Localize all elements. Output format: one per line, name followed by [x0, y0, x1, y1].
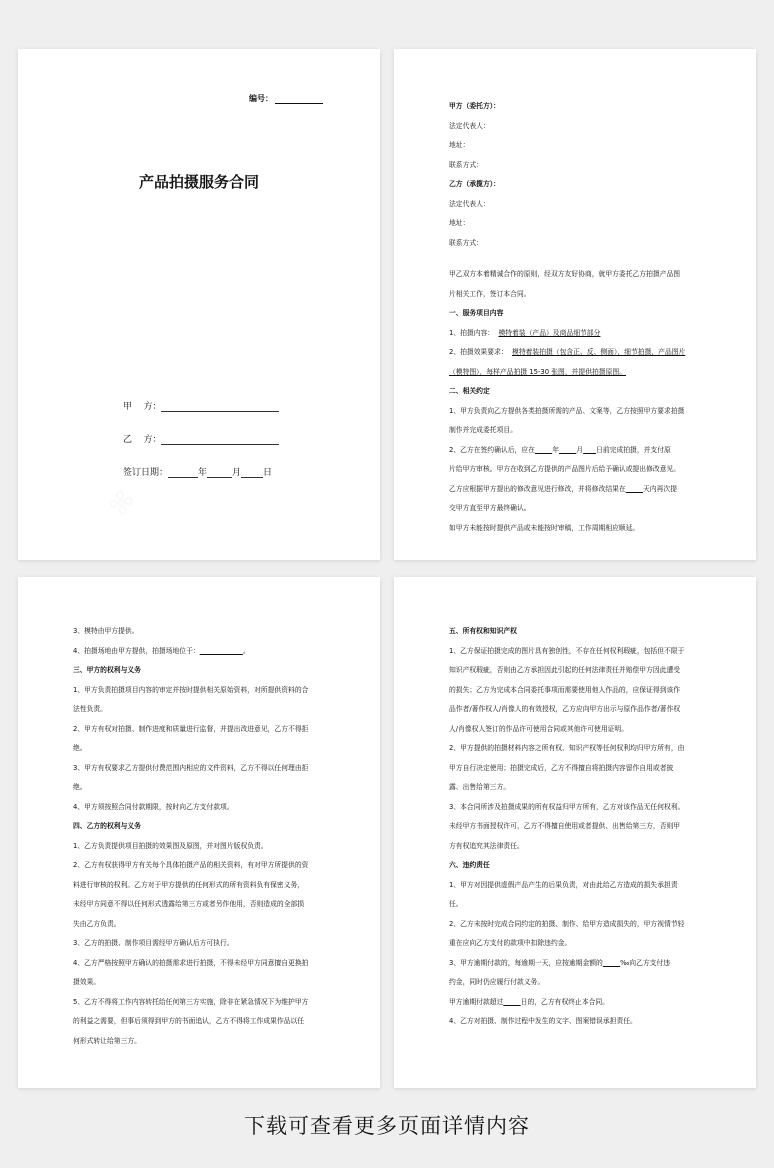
text-line: 方有权追究其法律责任。: [449, 841, 524, 850]
text-line: 1、甲方对因提供虚假产品产生的后果负责，对由此给乙方造成的损失承担责: [449, 880, 678, 889]
watermark: [102, 485, 139, 523]
text-line: 3、甲方有权要求乙方提供付费范围内相应的文件资料，乙方不得以任何理由拒: [73, 763, 309, 772]
text-line: 2、乙方未按时完成合同约定的拍摄、制作、给甲方造成损失的，甲方视情节轻: [449, 919, 685, 928]
section-heading: 四、乙方的权利与义务: [73, 822, 141, 830]
section-heading: 二、相关约定: [449, 387, 490, 395]
text-line: 重在应向乙方支付的款项中扣除违约金。: [449, 939, 572, 947]
party-b-line: [161, 434, 279, 445]
text-line: 失由乙方负责。: [73, 919, 121, 928]
text-line: 交甲方直至甲方最终确认。: [449, 504, 531, 512]
text-line: 片给甲方审核。甲方在收到乙方提供的产品图片后给予确认或提出修改意见。: [449, 465, 681, 473]
text-line: 4、乙方对拍摄、制作过程中发生的文字、图案错误承担责任。: [449, 1017, 637, 1025]
text-span: 2、乙方在签约确认后，应在: [449, 445, 535, 454]
text-line: 联系方式：: [449, 160, 483, 169]
text-span: 月: [576, 445, 584, 454]
shoot-content-value: 模特着装（产品）及商品细节部分: [498, 328, 601, 337]
text-line: 3、模特由甲方提供。: [73, 627, 139, 635]
text-line: 3、本合同所涉及拍摄成果的所有权益归甲方所有，乙方对该作品无任何权利。: [449, 802, 685, 811]
text-line: 4、甲方须按照合同付款期限，按时向乙方支付款项。: [73, 802, 234, 811]
text-span: 1、拍摄内容：: [449, 328, 495, 337]
year-label: 年: [198, 468, 208, 478]
text-line: 品作者/著作权人/肖像人的有效授权，乙方应向甲方出示与原作品作者/著作权: [449, 705, 681, 713]
contract-page-4: [394, 577, 756, 1088]
text-line: 绝。: [73, 744, 87, 752]
day-label: 日: [263, 468, 273, 478]
party-b-label: 乙 方：: [123, 435, 162, 445]
text-line: 联系方式：: [449, 238, 483, 247]
text-line: 的利益之需要，但事后须得到甲方的书面追认，乙方不得将工作成果作品以任: [73, 1017, 305, 1025]
text-line: 4、乙方严格按照甲方确认的拍摄需求进行拍摄，不得未经甲方同意擅自更换拍: [73, 958, 309, 967]
section-heading: 三、甲方的权利与义务: [73, 666, 141, 674]
text-line: 1、甲方负责拍摄项目内容的审定并按时提供相关原始资料，对所提供资料的合: [73, 685, 309, 694]
text-line: 知识产权瑕疵，否则由乙方承担因此引起的任何法律责任并赔偿甲方因此遭受: [449, 666, 681, 674]
text-span: 甲方逾期付款超过: [449, 997, 504, 1006]
text-span: 日的，乙方有权终止本合同。: [520, 997, 610, 1006]
text-line: 5、乙方不得将工作内容转托给任何第三方实施，除非在紧急情况下为维护甲方: [73, 997, 309, 1006]
text-span: 3、甲方逾期付款的，每逾期一天，应按逾期金额的: [449, 958, 603, 967]
text-line: [449, 324, 707, 344]
party-a-label: 甲 方：: [123, 402, 162, 412]
text-span: 2、拍摄效果要求：: [449, 348, 508, 356]
serial-label: 编号：: [249, 94, 273, 103]
text-line: 约金，同时仍应履行付款义务。: [449, 978, 545, 986]
text-span: 4、拍摄场地由甲方提供，拍摄场地位于：: [73, 646, 200, 655]
serial-number-field: [249, 93, 323, 104]
text-line: [449, 993, 707, 1013]
day-line: [241, 467, 263, 478]
text-line: 地址：: [449, 141, 470, 149]
text-line: 未经甲方书面授权许可，乙方不得擅自使用或者提供、出售给第三方，否则甲: [449, 822, 681, 830]
text-line: 1、甲方负责向乙方提供各类拍摄所需的产品、文案等，乙方按照甲方要求拍摄: [449, 406, 685, 415]
text-line: 1、乙方保证拍摄完成的图片具有独创性，不存在任何权利瑕疵，包括但不限于: [449, 646, 685, 655]
text-line: 甲方自行决定使用；拍摄完成后，乙方不得擅自将拍摄内容留作自用或者披: [449, 763, 674, 772]
page-4-body: [449, 622, 707, 1032]
text-line: 2、乙方有权获得甲方有关每个具体拍摄产品的相关资料，有对甲方所提供的资: [73, 861, 309, 869]
text-line: 如甲方未能按时提供产品或未能按时审稿，工作周期相应顺延。: [449, 523, 640, 532]
date-label: 签订日期：: [123, 468, 169, 478]
text-line: 绝。: [73, 783, 87, 791]
text-line: [449, 954, 707, 974]
text-span: ‰向乙方支付违: [620, 958, 671, 967]
text-line: 2、甲方有权对拍摄、制作进度和质量进行监督，并提出改进意见，乙方不得拒: [73, 724, 309, 733]
shoot-effect-value: 模特着装拍摄（包含正、反、侧面），细节拍摄，产品图片: [512, 348, 686, 356]
text-line: [449, 343, 707, 363]
text-line: 2、甲方提供的拍摄材料内容之所有权、知识产权等任何权利均归甲方所有，由: [449, 744, 685, 752]
section-heading: 一、服务项目内容: [449, 309, 504, 317]
month-label: 月: [232, 468, 242, 478]
text-line: 何形式转让给第三方。: [73, 1036, 141, 1045]
party-b-signature-row: [123, 432, 279, 445]
text-line: 任。: [449, 900, 463, 908]
text-line: [449, 441, 707, 461]
contract-cover-page: [18, 49, 380, 560]
text-line: 片相关工作，签订本合同。: [449, 289, 531, 298]
section-heading: 五、所有权和知识产权: [449, 627, 517, 635]
text-line: 摄效果。: [73, 978, 101, 986]
page-3-body: [73, 622, 331, 1051]
text-line: 未经甲方同意不得以任何形式透露给第三方或者另作他用，否则造成的全部损: [73, 900, 305, 908]
text-line: 法性负责。: [73, 705, 107, 713]
section-heading: 六、违约责任: [449, 861, 490, 869]
text-line: 露、出售给第三方。: [449, 783, 511, 791]
text-line: 法定代表人：: [449, 199, 490, 208]
text-line: 3、乙方的拍摄、制作项目需经甲方确认后方可执行。: [73, 939, 234, 947]
party-a-signature-row: [123, 399, 279, 412]
text-line: 地址：: [449, 219, 470, 227]
sign-date-row: [123, 465, 272, 478]
contract-page-2: [394, 49, 756, 560]
text-line: 制作并完成委托项目。: [449, 426, 517, 434]
text-line: [449, 480, 707, 500]
text-span: 日前完成拍摄，并支付原: [596, 445, 671, 454]
text-span: 天内再次提: [643, 484, 677, 493]
download-more-footer: 下载可查看更多页面详情内容: [244, 1114, 530, 1138]
year-line: [168, 467, 198, 478]
text-line: 1、乙方负责提供项目拍摄的效果图及原图，并对图片版权负责。: [73, 841, 268, 850]
text-span: 年: [552, 445, 559, 454]
party-b-heading: 乙方（承揽方）：: [449, 180, 500, 188]
text-span: 乙方应根据甲方提出的修改意见进行修改，并将修改结果在: [449, 484, 626, 493]
serial-underline: [275, 95, 323, 104]
text-line: 甲乙双方本着精诚合作的原则，经双方友好协商，就甲方委托乙方拍摄产品图: [449, 270, 681, 278]
text-line: （模特图），每样产品拍摄 15-30 张图，并提供拍摄原图。: [449, 367, 626, 376]
party-a-heading: 甲方（委托方）：: [449, 102, 500, 110]
text-span: 。: [242, 646, 250, 655]
text-line: 料进行审核的权利。乙方对于甲方提供的任何形式的所有资料负有保密义务，: [73, 880, 305, 889]
contract-title: 产品拍摄服务合同: [138, 173, 259, 191]
text-line: [73, 642, 331, 662]
text-line: 人/肖像权人签订的作品许可使用合同或其他许可使用证明。: [449, 724, 629, 733]
page-2-body: [449, 97, 707, 538]
month-line: [207, 467, 232, 478]
text-line: 法定代表人：: [449, 121, 490, 130]
contract-page-3: [18, 577, 380, 1088]
party-a-line: [161, 401, 279, 412]
text-line: 的损失；乙方为完成本合同委托事项而需要使用他人作品的，应保证得到该作: [449, 685, 681, 694]
